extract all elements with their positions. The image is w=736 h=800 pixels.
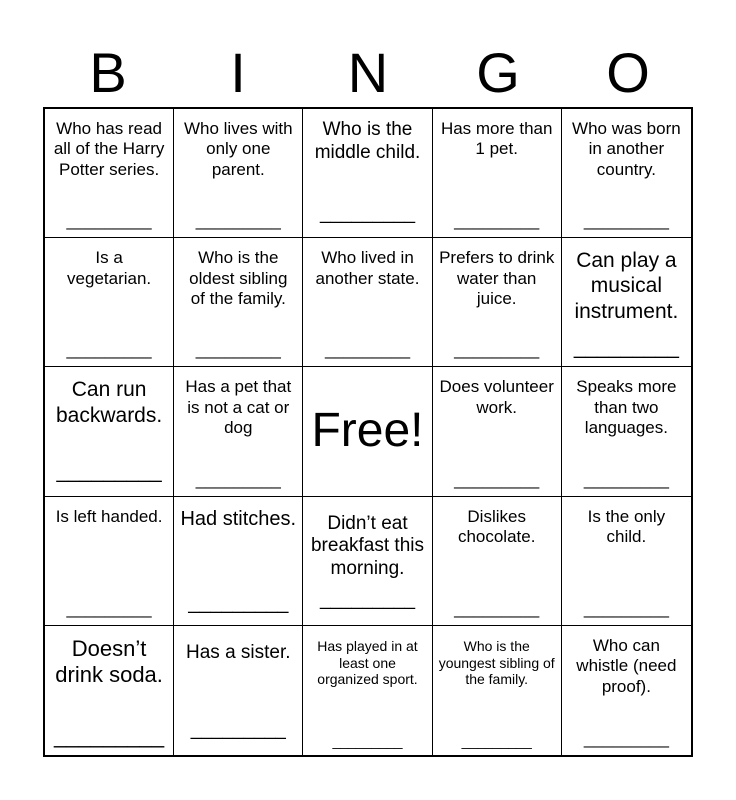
bingo-cell xyxy=(562,109,691,238)
header-letter-o: O xyxy=(606,41,650,104)
answer-blank: _________ xyxy=(195,211,281,231)
cell-text: Who was born in another country. xyxy=(572,119,681,179)
cell-text: Didn’t eat breakfast this morning. xyxy=(310,512,424,580)
answer-blank: _________ xyxy=(454,340,540,360)
cell-text: Has played in at least one organized sport. xyxy=(317,637,418,688)
cell-text: Who can whistle (need proof). xyxy=(576,635,677,696)
answer-blank: _________ xyxy=(573,336,679,360)
cell-text: Is left handed. xyxy=(55,506,163,526)
header-letter-i: I xyxy=(230,41,246,104)
bingo-cell xyxy=(45,238,174,367)
bingo-grid xyxy=(43,107,693,757)
cell-text: Who is the oldest sibling of the family. xyxy=(189,248,288,308)
cell-text: Had stitches. xyxy=(180,507,297,530)
bingo-cell xyxy=(303,497,432,626)
bingo-cell xyxy=(562,238,691,367)
answer-blank: _________ xyxy=(454,598,540,618)
cell-text: Who lived in another state. xyxy=(315,248,420,288)
cell-text: Dislikes chocolate. xyxy=(457,506,536,546)
answer-blank: _________ xyxy=(332,732,403,749)
cell-text: Speaks more than two languages. xyxy=(576,377,677,438)
answer-blank: _________ xyxy=(66,340,152,360)
answer-blank: _________ xyxy=(188,591,289,614)
bingo-cell xyxy=(433,367,562,496)
answer-blank: _________ xyxy=(319,203,416,225)
cell-text: Who has read all of the Harry Potter series. xyxy=(53,119,165,179)
bingo-cell xyxy=(45,497,174,626)
header-letter-b: B xyxy=(89,41,127,104)
cell-text: Doesn’t drink soda. xyxy=(55,635,163,688)
cell-text: Has a sister. xyxy=(186,641,291,663)
answer-blank: _________ xyxy=(195,340,281,360)
bingo-cell xyxy=(433,497,562,626)
bingo-cell xyxy=(562,367,691,496)
bingo-header xyxy=(43,38,693,108)
bingo-cell xyxy=(174,109,303,238)
answer-blank: _________ xyxy=(583,469,669,489)
bingo-cell xyxy=(433,109,562,238)
bingo-cell xyxy=(174,626,303,755)
bingo-cell xyxy=(433,238,562,367)
answer-blank: _________ xyxy=(583,598,669,618)
bingo-cell xyxy=(45,626,174,755)
answer-blank: _________ xyxy=(190,718,286,740)
answer-blank: _________ xyxy=(54,722,165,748)
cell-text: Who lives with only one parent. xyxy=(183,119,293,179)
answer-blank: _________ xyxy=(319,588,416,610)
bingo-cell xyxy=(303,238,432,367)
cell-text: Does volunteer work. xyxy=(439,377,554,417)
header-letter-n: N xyxy=(347,41,389,104)
cell-text: Has more than 1 pet. xyxy=(440,119,553,159)
free-space-text: Free! xyxy=(311,404,424,458)
bingo-cell xyxy=(45,367,174,496)
answer-blank: _________ xyxy=(66,211,152,231)
cell-text: Who is the middle child. xyxy=(314,119,421,163)
cell-text: Who is the youngest sibling of the family. xyxy=(438,637,555,688)
free-space-cell xyxy=(303,367,432,496)
answer-blank: _________ xyxy=(324,340,411,360)
answer-blank: _________ xyxy=(461,732,532,749)
answer-blank: _________ xyxy=(454,469,540,489)
bingo-cell xyxy=(303,109,432,238)
cell-text: Can run backwards. xyxy=(55,378,163,427)
answer-blank: _________ xyxy=(195,469,281,489)
cell-text: Has a pet that is not a cat or dog xyxy=(185,377,292,438)
bingo-cell xyxy=(433,626,562,755)
bingo-cell xyxy=(562,497,691,626)
answer-blank: _________ xyxy=(66,598,152,618)
bingo-cell xyxy=(174,367,303,496)
answer-blank: _________ xyxy=(583,211,669,231)
bingo-cell xyxy=(303,626,432,755)
bingo-cell xyxy=(174,238,303,367)
answer-blank: _________ xyxy=(454,211,540,231)
cell-text: Is a vegetarian. xyxy=(67,248,152,288)
cell-text: Can play a musical instrument. xyxy=(574,249,679,323)
cell-text: Prefers to drink water than juice. xyxy=(439,248,555,308)
cell-text: Is the only child. xyxy=(587,506,666,546)
header-letter-g: G xyxy=(476,41,520,104)
bingo-cell xyxy=(562,626,691,755)
bingo-cell xyxy=(45,109,174,238)
bingo-cell xyxy=(174,497,303,626)
answer-blank: _________ xyxy=(583,728,669,748)
answer-blank: _________ xyxy=(56,459,162,483)
